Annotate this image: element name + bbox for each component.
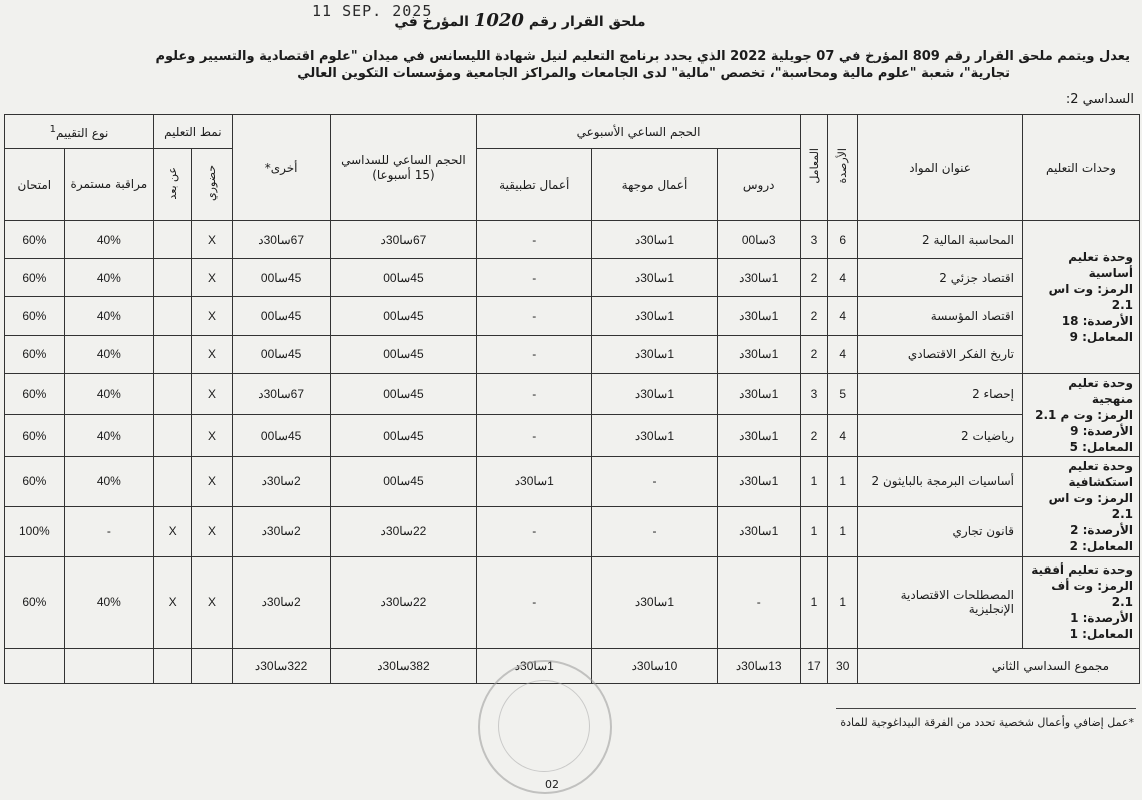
table-row	[5, 259, 1140, 297]
cell-coef: 2	[800, 297, 828, 335]
cell-continuous: 40%	[64, 221, 153, 259]
cell-exam: 60%	[5, 457, 65, 507]
cell-presential: X	[192, 556, 232, 649]
unit-line: المعامل: 9	[1069, 329, 1133, 344]
cell-presential: X	[192, 415, 232, 457]
unit-line: الأرصدة: 1	[1070, 611, 1133, 626]
unit-line: وحدة تعليم استكشافية	[1068, 459, 1133, 490]
cell-other: 67سا30د	[232, 221, 330, 259]
header-evaluation-footnote-mark: 1	[49, 123, 56, 135]
semester-label: السداسي 2:	[1065, 92, 1134, 107]
cell-other: 45سا00	[232, 259, 330, 297]
cell-exam: 60%	[5, 221, 65, 259]
cell-subject: قانون تجاري	[858, 506, 1023, 556]
total-practicals: 1سا30د	[477, 649, 592, 684]
header-evaluation	[5, 115, 154, 149]
header-subject: عنوان المواد	[858, 115, 1023, 221]
total-lectures: 13سا30د	[717, 649, 800, 684]
cell-subject: إحصاء 2	[858, 373, 1023, 415]
unit-line: وحدة تعليم منهجية	[1068, 375, 1133, 406]
header-semester-volume: الحجم الساعي للسداسي (15 أسبوعا)	[330, 115, 477, 221]
cell-presential: X	[192, 335, 232, 373]
cell-exam: 60%	[5, 373, 65, 415]
header-credits: الأرصدة	[836, 148, 850, 184]
cell-remote	[154, 297, 192, 335]
cell-exam: 100%	[5, 506, 65, 556]
cell-practicals: -	[477, 221, 592, 259]
cell-tutorials: 1سا30د	[592, 297, 718, 335]
header-weekly: الحجم الساعي الأسبوعي	[477, 115, 800, 149]
unit-line: الأرصدة: 2	[1070, 523, 1133, 538]
cell-tutorials: -	[592, 457, 718, 507]
cell-tutorials: 1سا30د	[592, 221, 718, 259]
cell-lectures: -	[717, 556, 800, 649]
total-coef: 17	[800, 649, 828, 684]
intro-line-2: تجارية"، شعبة "علوم مالية ومحاسبة"، تخصص "مالية" لدى الجامعات والمراكز الجامعية ومؤسسات التكوين العالي	[297, 66, 1010, 81]
intro-line-1: يعدل ويتمم ملحق القرار رقم 809 المؤرخ في 07 جويلية 2022 الذي يحدد برنامج التعليم لنيل شهادة الليسانس في ميدان "علوم اقتصادية والتسيير وعلوم	[155, 49, 1130, 64]
unit-cell	[1023, 373, 1140, 456]
unit-line: وحدة تعليم أساسية	[1068, 249, 1133, 280]
cell-remote	[154, 335, 192, 373]
cell-remote	[154, 221, 192, 259]
table-row	[5, 373, 1140, 415]
cell-continuous: 40%	[64, 373, 153, 415]
total-exam-empty	[5, 649, 65, 684]
table-row	[5, 415, 1140, 457]
unit-line: وحدة تعليم أفقية	[1031, 563, 1133, 578]
cell-coef: 3	[800, 221, 828, 259]
cell-credits: 1	[828, 556, 858, 649]
table-row	[5, 556, 1140, 649]
cell-practicals: -	[477, 373, 592, 415]
cell-remote	[154, 259, 192, 297]
cell-semester: 45سا00	[330, 335, 477, 373]
unit-cell	[1023, 457, 1140, 556]
table-row	[5, 506, 1140, 556]
cell-tutorials: 1سا30د	[592, 415, 718, 457]
cell-continuous: -	[64, 506, 153, 556]
unit-line: الأرصدة: 9	[1070, 423, 1133, 438]
unit-line: المعامل: 5	[1069, 439, 1133, 454]
received-date-stamp: 11 SEP. 2025	[312, 2, 433, 20]
cell-lectures: 3سا00	[717, 221, 800, 259]
cell-coef: 1	[800, 556, 828, 649]
cell-lectures: 1سا30د	[717, 297, 800, 335]
cell-lectures: 1سا30د	[717, 373, 800, 415]
cell-continuous: 40%	[64, 259, 153, 297]
cell-credits: 1	[828, 457, 858, 507]
unit-line: الرمز: وت اس 2.1	[1048, 491, 1133, 522]
header-remote: عن بعد	[166, 166, 180, 200]
cell-practicals: -	[477, 297, 592, 335]
total-remote-empty	[154, 649, 192, 684]
cell-subject: أساسيات البرمجة بالبايثون 2	[858, 457, 1023, 507]
cell-exam: 60%	[5, 335, 65, 373]
cell-practicals: 1سا30د	[477, 457, 592, 507]
header-coef: المعامل	[807, 148, 821, 184]
total-other: 322سا30د	[232, 649, 330, 684]
header-lectures: دروس	[717, 149, 800, 221]
cell-presential: X	[192, 297, 232, 335]
total-continuous-empty	[64, 649, 153, 684]
title-prefix: ملحق القرار رقم	[528, 14, 646, 30]
header-presential: حضوري	[205, 165, 219, 201]
cell-remote: X	[154, 556, 192, 649]
header-units: وحدات التعليم	[1023, 115, 1140, 221]
total-presential-empty	[192, 649, 232, 684]
cell-coef: 1	[800, 457, 828, 507]
unit-line: الرمز: وت أف 2.1	[1051, 579, 1133, 610]
cell-credits: 4	[828, 259, 858, 297]
title-suffix: المؤرخ في	[394, 14, 469, 30]
cell-exam: 60%	[5, 415, 65, 457]
cell-semester: 45سا00	[330, 297, 477, 335]
cell-exam: 60%	[5, 556, 65, 649]
cell-other: 2سا30د	[232, 556, 330, 649]
cell-semester: 22سا30د	[330, 506, 477, 556]
cell-credits: 6	[828, 221, 858, 259]
cell-lectures: 1سا30د	[717, 259, 800, 297]
cell-continuous: 40%	[64, 297, 153, 335]
cell-credits: 5	[828, 373, 858, 415]
header-other: أخرى*	[232, 115, 330, 221]
cell-tutorials: 1سا30د	[592, 556, 718, 649]
cell-semester: 45سا00	[330, 457, 477, 507]
cell-presential: X	[192, 506, 232, 556]
intro-paragraph	[20, 48, 1130, 82]
cell-tutorials: 1سا30د	[592, 373, 718, 415]
cell-subject: رياضيات 2	[858, 415, 1023, 457]
cell-presential: X	[192, 221, 232, 259]
footnote-divider	[836, 708, 1136, 709]
unit-line: المعامل: 2	[1069, 539, 1133, 554]
unit-line: المعامل: 1	[1069, 627, 1133, 642]
unit-line: الرمز: وت م 2.1	[1035, 407, 1133, 422]
cell-semester: 67سا30د	[330, 221, 477, 259]
cell-practicals: -	[477, 506, 592, 556]
cell-exam: 60%	[5, 259, 65, 297]
table-body	[5, 221, 1140, 649]
cell-practicals: -	[477, 335, 592, 373]
header-evaluation-label: نوع التقييم	[55, 125, 109, 140]
cell-semester: 22سا30د	[330, 556, 477, 649]
cell-other: 45سا00	[232, 335, 330, 373]
cell-practicals: -	[477, 415, 592, 457]
cell-semester: 45سا00	[330, 415, 477, 457]
official-seal-image	[478, 660, 612, 794]
total-credits: 30	[828, 649, 858, 684]
cell-remote	[154, 457, 192, 507]
cell-credits: 4	[828, 335, 858, 373]
cell-credits: 4	[828, 297, 858, 335]
cell-continuous: 40%	[64, 335, 153, 373]
cell-subject: تاريخ الفكر الاقتصادي	[858, 335, 1023, 373]
unit-line: الرمز: وت اس 2.1	[1048, 281, 1133, 312]
cell-tutorials: 1سا30د	[592, 335, 718, 373]
cell-tutorials: 1سا30د	[592, 259, 718, 297]
cell-coef: 2	[800, 415, 828, 457]
cell-other: 45سا00	[232, 415, 330, 457]
footnote: *عمل إضافي وأعمال شخصية تحدد من الفرقة البيداغوجية للمادة	[840, 716, 1134, 729]
header-practicals: أعمال تطبيقية	[477, 149, 592, 221]
cell-presential: X	[192, 259, 232, 297]
cell-semester: 45سا00	[330, 373, 477, 415]
cell-continuous: 40%	[64, 457, 153, 507]
cell-lectures: 1سا30د	[717, 415, 800, 457]
cell-subject: اقتصاد المؤسسة	[858, 297, 1023, 335]
cell-lectures: 1سا30د	[717, 335, 800, 373]
unit-line: الأرصدة: 18	[1061, 313, 1133, 328]
cell-subject: المصطلحات الاقتصادية الإنجليزية	[858, 556, 1023, 649]
header-exam: امتحان	[5, 149, 65, 221]
unit-cell	[1023, 221, 1140, 374]
cell-presential: X	[192, 373, 232, 415]
cell-subject: اقتصاد جزئي 2	[858, 259, 1023, 297]
cell-credits: 1	[828, 506, 858, 556]
cell-continuous: 40%	[64, 415, 153, 457]
cell-exam: 60%	[5, 297, 65, 335]
decision-number: 1020	[473, 10, 524, 31]
total-label: مجموع السداسي الثاني	[858, 649, 1140, 684]
header-tutorials: أعمال موجهة	[592, 149, 718, 221]
total-tutorials: 10سا30د	[592, 649, 718, 684]
table-row	[5, 457, 1140, 507]
cell-semester: 45سا00	[330, 259, 477, 297]
cell-practicals: -	[477, 556, 592, 649]
table-row	[5, 297, 1140, 335]
cell-coef: 3	[800, 373, 828, 415]
page-title	[300, 10, 740, 31]
unit-cell	[1023, 556, 1140, 649]
cell-coef: 2	[800, 335, 828, 373]
cell-continuous: 40%	[64, 556, 153, 649]
cell-lectures: 1سا30د	[717, 506, 800, 556]
cell-practicals: -	[477, 259, 592, 297]
cell-other: 2سا30د	[232, 457, 330, 507]
cell-other: 2سا30د	[232, 506, 330, 556]
curriculum-table	[4, 114, 1140, 684]
cell-credits: 4	[828, 415, 858, 457]
cell-remote	[154, 373, 192, 415]
header-continuous: مراقبة مستمرة	[64, 149, 153, 221]
cell-subject: المحاسبة المالية 2	[858, 221, 1023, 259]
table-row	[5, 221, 1140, 259]
cell-coef: 2	[800, 259, 828, 297]
cell-coef: 1	[800, 506, 828, 556]
cell-presential: X	[192, 457, 232, 507]
cell-tutorials: -	[592, 506, 718, 556]
cell-other: 67سا30د	[232, 373, 330, 415]
cell-other: 45سا00	[232, 297, 330, 335]
page-number: 02	[545, 778, 559, 791]
cell-lectures: 1سا30د	[717, 457, 800, 507]
cell-remote	[154, 415, 192, 457]
table-row	[5, 335, 1140, 373]
total-semester: 382سا30د	[330, 649, 477, 684]
cell-remote: X	[154, 506, 192, 556]
header-teaching-mode: نمط التعليم	[154, 115, 233, 149]
